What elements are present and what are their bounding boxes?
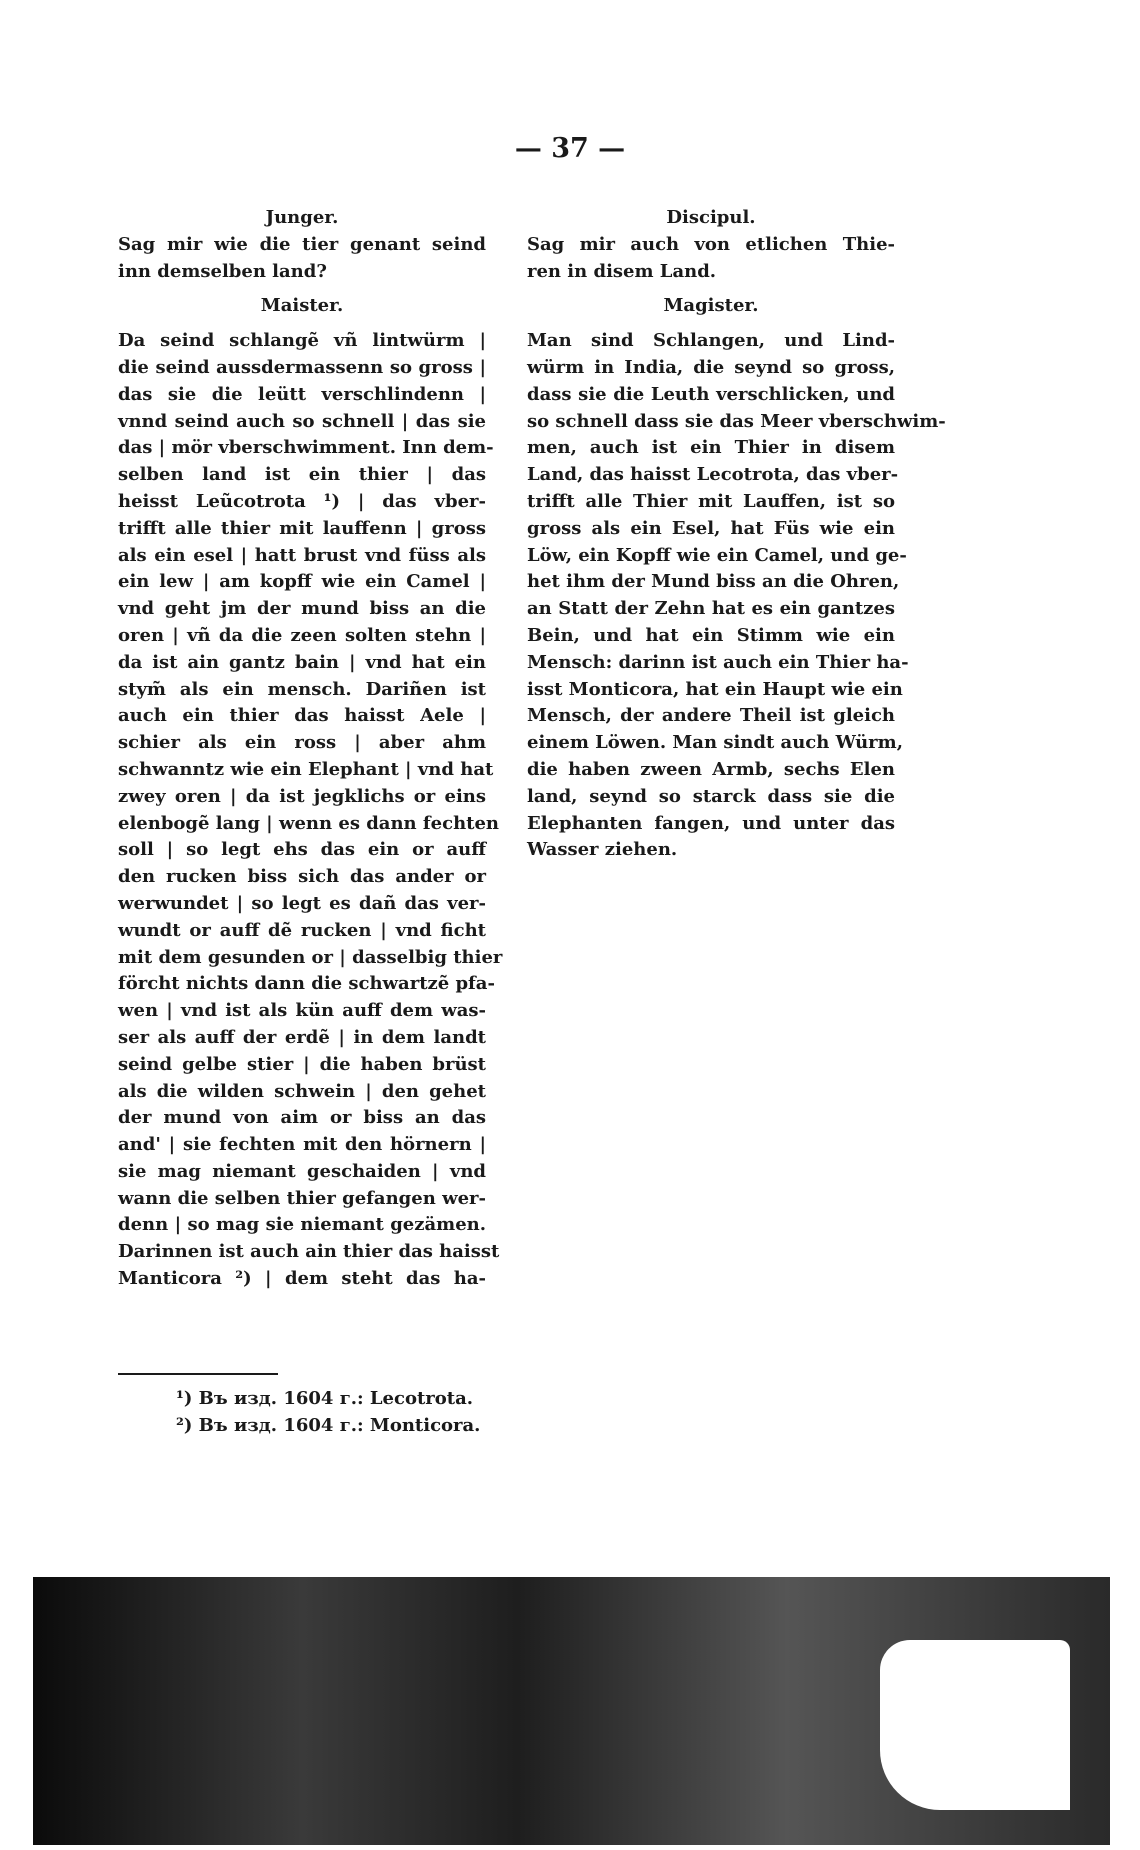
left-heading-maister: Maister. [260,295,344,317]
text-line: würm in India, die seynd so gross, [527,356,895,378]
footnote-2: ²) Въ изд. 1604 г.: Monticora. [176,1415,481,1436]
text-line: wundt or auff dẽ rucken | vnd ficht [118,919,486,941]
right-column [527,205,946,864]
text-line: schier als ein ross | aber ahm [118,732,486,754]
text-line: stym̃ als ein mensch. Dariñen ist [118,678,486,700]
text-line: den rucken biss sich das ander or [118,866,486,888]
text-line: Darinnen ist auch ain thier das haisst [118,1241,500,1263]
text-line: so schnell dass sie das Meer vberschwim- [527,410,946,432]
footnotes [176,1385,480,1439]
text-line: Mensch, der andere Theil ist gleich [527,705,895,727]
text-line: ser als auff der erdẽ | in dem landt [118,1026,486,1048]
text-line: Man sind Schlangen, und Lind- [527,330,895,352]
text-line: auch ein thier das haisst Aele | [118,705,486,727]
text-line: als ein esel | hatt brust vnd füss als [118,544,486,566]
text-line: vnd geht jm der mund biss an die [118,598,486,620]
text-line: oren | vñ da die zeen solten stehn | [118,624,486,646]
text-line: selben land ist ein thier | das [118,464,486,486]
text-line: zwey oren | da ist jegklichs or eins [118,785,486,807]
text-line: isst Monticora, hat ein Haupt wie ein [527,678,903,700]
text-line: het ihm der Mund biss an die Ohren, [527,571,900,593]
text-line: gross als ein Esel, hat Füs wie ein [527,517,895,539]
right-heading-discipul: Discipul. [666,207,756,228]
text-line: als die wilden schwein | den gehet [118,1080,486,1102]
text-line: schwanntz wie ein Elephant | vnd hat [118,758,494,780]
text-line: Elephanten fangen, und unter das [527,812,895,834]
text-line: förcht nichts dann die schwartzẽ pfa- [118,973,495,995]
footnote-1: ¹) Въ изд. 1604 г.: Lecotrota. [176,1388,474,1409]
left-column [118,205,503,1293]
text-line: Land, das haisst Lecotrota, das vber- [527,464,899,486]
text-line: Manticora ²) | dem steht das ha- [118,1268,486,1290]
text-line: dass sie die Leuth verschlicken, und [527,383,895,405]
footnote-divider [118,1373,278,1375]
text-line: soll | so legt ehs das ein or auff [118,839,486,861]
text-line: die seind aussdermassenn so gross | [118,356,486,378]
text-line: Da seind schlangẽ vñ lintwürm | [118,330,486,352]
text-line: and' | sie fechten mit den hörnern | [118,1134,486,1156]
text-line: elenbogẽ lang | wenn es dann fechten [118,812,500,834]
text-line: inn demselben land? [118,260,327,282]
scan-artifact-patch [880,1640,1070,1810]
text-line: da ist ain gantz bain | vnd hat ein [118,651,486,673]
text-line: trifft alle thier mit lauffenn | gross [118,517,486,539]
text-line: land, seynd so starck dass sie die [527,785,895,807]
right-heading-magister: Magister. [663,295,759,317]
text-line: Mensch: darinn ist auch ein Thier ha- [527,651,909,673]
text-line: einem Löwen. Man sindt auch Würm, [527,732,903,754]
text-line: ein lew | am kopff wie ein Camel | [118,571,486,593]
text-line: trifft alle Thier mit Lauffen, ist so [527,490,895,512]
text-line: wen | vnd ist als kün auff dem was- [118,1000,486,1022]
text-line: ren in disem Land. [527,260,717,282]
text-line: der mund von aim or biss an das [118,1107,486,1129]
page-number: — 37 — [514,133,626,164]
text-line: werwundet | so legt es dañ das ver- [118,892,486,914]
text-line: heisst Leũcotrota ¹) | das vber- [118,490,486,512]
text-line: an Statt der Zehn hat es ein gantzes [527,598,895,620]
text-line: wann die selben thier gefangen wer- [118,1187,486,1209]
text-line: vnnd seind auch so schnell | das sie [118,410,486,432]
text-line: Bein, und hat ein Stimm wie ein [527,624,895,646]
left-question [118,232,486,286]
text-line: das sie die leütt verschlindenn | [118,383,486,405]
text-line: das | mör vberschwimment. Inn dem- [118,437,494,459]
text-line: seind gelbe stier | die haben brüst [118,1053,486,1075]
text-line: Sag mir auch von etlichen Thie- [527,233,895,255]
text-line: denn | so mag sie niemant gezämen. [118,1214,486,1236]
text-line: Löw, ein Kopff wie ein Camel, und ge- [527,544,907,566]
text-line: sie mag niemant geschaiden | vnd [118,1160,486,1182]
left-body [118,328,503,1293]
text-line: men, auch ist ein Thier in disem [527,437,895,459]
text-line: Sag mir wie die tier genant seind [118,233,486,255]
text-line: die haben zween Armb, sechs Elen [527,758,895,780]
text-line: mit dem gesunden or | dasselbig thier [118,946,503,968]
right-body [527,328,946,864]
left-heading-junger: Junger. [265,207,339,228]
right-question [527,232,895,286]
text-line: Wasser ziehen. [527,839,678,861]
